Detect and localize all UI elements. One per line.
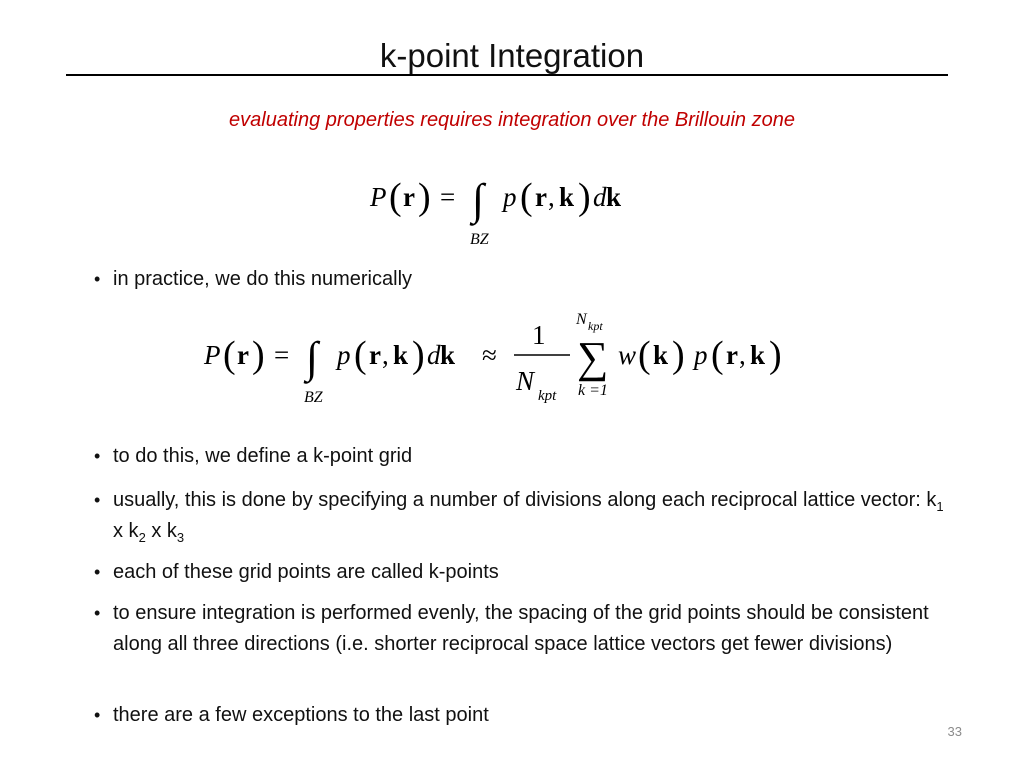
eq1-arg1: r [535,182,547,212]
eq2-paren: ) [769,334,782,376]
eq2-term-sep: , [739,340,746,370]
subscript-2: 2 [138,530,146,545]
eq2-frac-num: 1 [532,320,546,350]
eq2-lhs-func: P [204,340,221,370]
eq2-term-arg1: r [726,340,738,370]
eq2-sum: ∑ [577,333,609,382]
eq2-sum-upper: N [576,311,587,328]
bullet-marker: • [94,603,101,623]
subscript-3: 3 [176,530,185,545]
eq2-paren: ) [412,334,425,376]
eq2-dk: k [440,340,456,370]
eq2-paren: ( [711,334,724,376]
eq1-sep: , [548,182,555,212]
eq2-term-func: p [694,340,708,370]
bullet-marker: • [94,490,101,510]
eq2-equals: = [274,340,290,370]
eq2-approx: ≈ [482,340,497,370]
slide-title: k-point Integration [379,37,645,74]
eq1-paren: ) [418,176,431,218]
eq2-term-arg2: k [750,340,766,370]
eq1-domain: BZ [470,231,489,248]
eq1-d: d [593,182,607,212]
eq2-paren: ) [672,334,685,376]
subscript-1: 1 [936,499,944,514]
eq2-paren: ( [354,334,367,376]
bullet-item [94,485,944,547]
eq1-lhs-func: P [370,182,387,212]
bullet-text-mid: x k [113,520,139,542]
bullet-item [94,700,944,731]
slide-number: 33 [947,724,962,739]
eq1-integrand-func: p [503,182,517,212]
bullet-text [113,485,944,547]
bullet-marker: • [94,562,101,582]
eq2-d: d [427,340,441,370]
eq2-arg1: r [369,340,381,370]
bullet-text-mid: x k [145,520,177,542]
eq1-dk: k [606,182,622,212]
bullet-text: to ensure integration is performed evenly, the spacing of the grid points should be consistent along all three directions (i.e. shorter reciprocal space lattice vectors get fewer divisions) [113,602,929,655]
slide-subtitle: evaluating properties requires integration over the Brillouin zone [229,109,795,131]
eq2-frac-den: N [516,366,535,396]
equation-integral [360,166,660,250]
eq1-arg2: k [559,182,575,212]
eq2-frac-den-sub: kpt [538,388,557,404]
bullet-item [94,441,944,472]
eq1-paren: ) [578,176,591,218]
eq1-paren: ( [520,176,533,218]
eq1-equals: = [440,182,456,212]
eq2-sum-upper-sub: kpt [588,319,603,333]
eq1-paren: ( [389,176,402,218]
eq2-paren: ( [223,334,236,376]
bullet-marker: • [94,446,101,466]
equation-numerical-sum [196,306,816,414]
eq2-paren: ( [638,334,651,376]
bullet-text: each of these grid points are called k-points [113,561,499,583]
eq2-weight-func: w [618,340,637,370]
eq2-integrand-func: p [337,340,351,370]
bullet-marker: • [94,705,101,725]
bullet-marker: • [94,269,101,289]
bullet-item [94,598,944,660]
eq2-integral: ∫ [306,333,319,382]
eq1-integral: ∫ [472,175,485,224]
title-underline [66,74,948,76]
eq2-weight-arg: k [653,340,669,370]
bullet-item [94,557,944,588]
eq2-arg2: k [393,340,409,370]
bullet-text-prefix: usually, this is done by specifying a number of divisions along each reciprocal lattice vector: k [113,489,937,511]
bullet-text: there are a few exceptions to the last point [113,704,489,726]
eq2-paren: ) [252,334,265,376]
eq2-sep: , [382,340,389,370]
eq2-sum-lower: k =1 [578,382,608,399]
eq2-domain: BZ [304,389,323,406]
eq2-lhs-arg: r [237,340,249,370]
eq1-lhs-arg: r [403,182,415,212]
bullet-text: to do this, we define a k-point grid [113,445,413,467]
bullet-item [94,264,944,295]
bullet-text: in practice, we do this numerically [113,268,413,290]
